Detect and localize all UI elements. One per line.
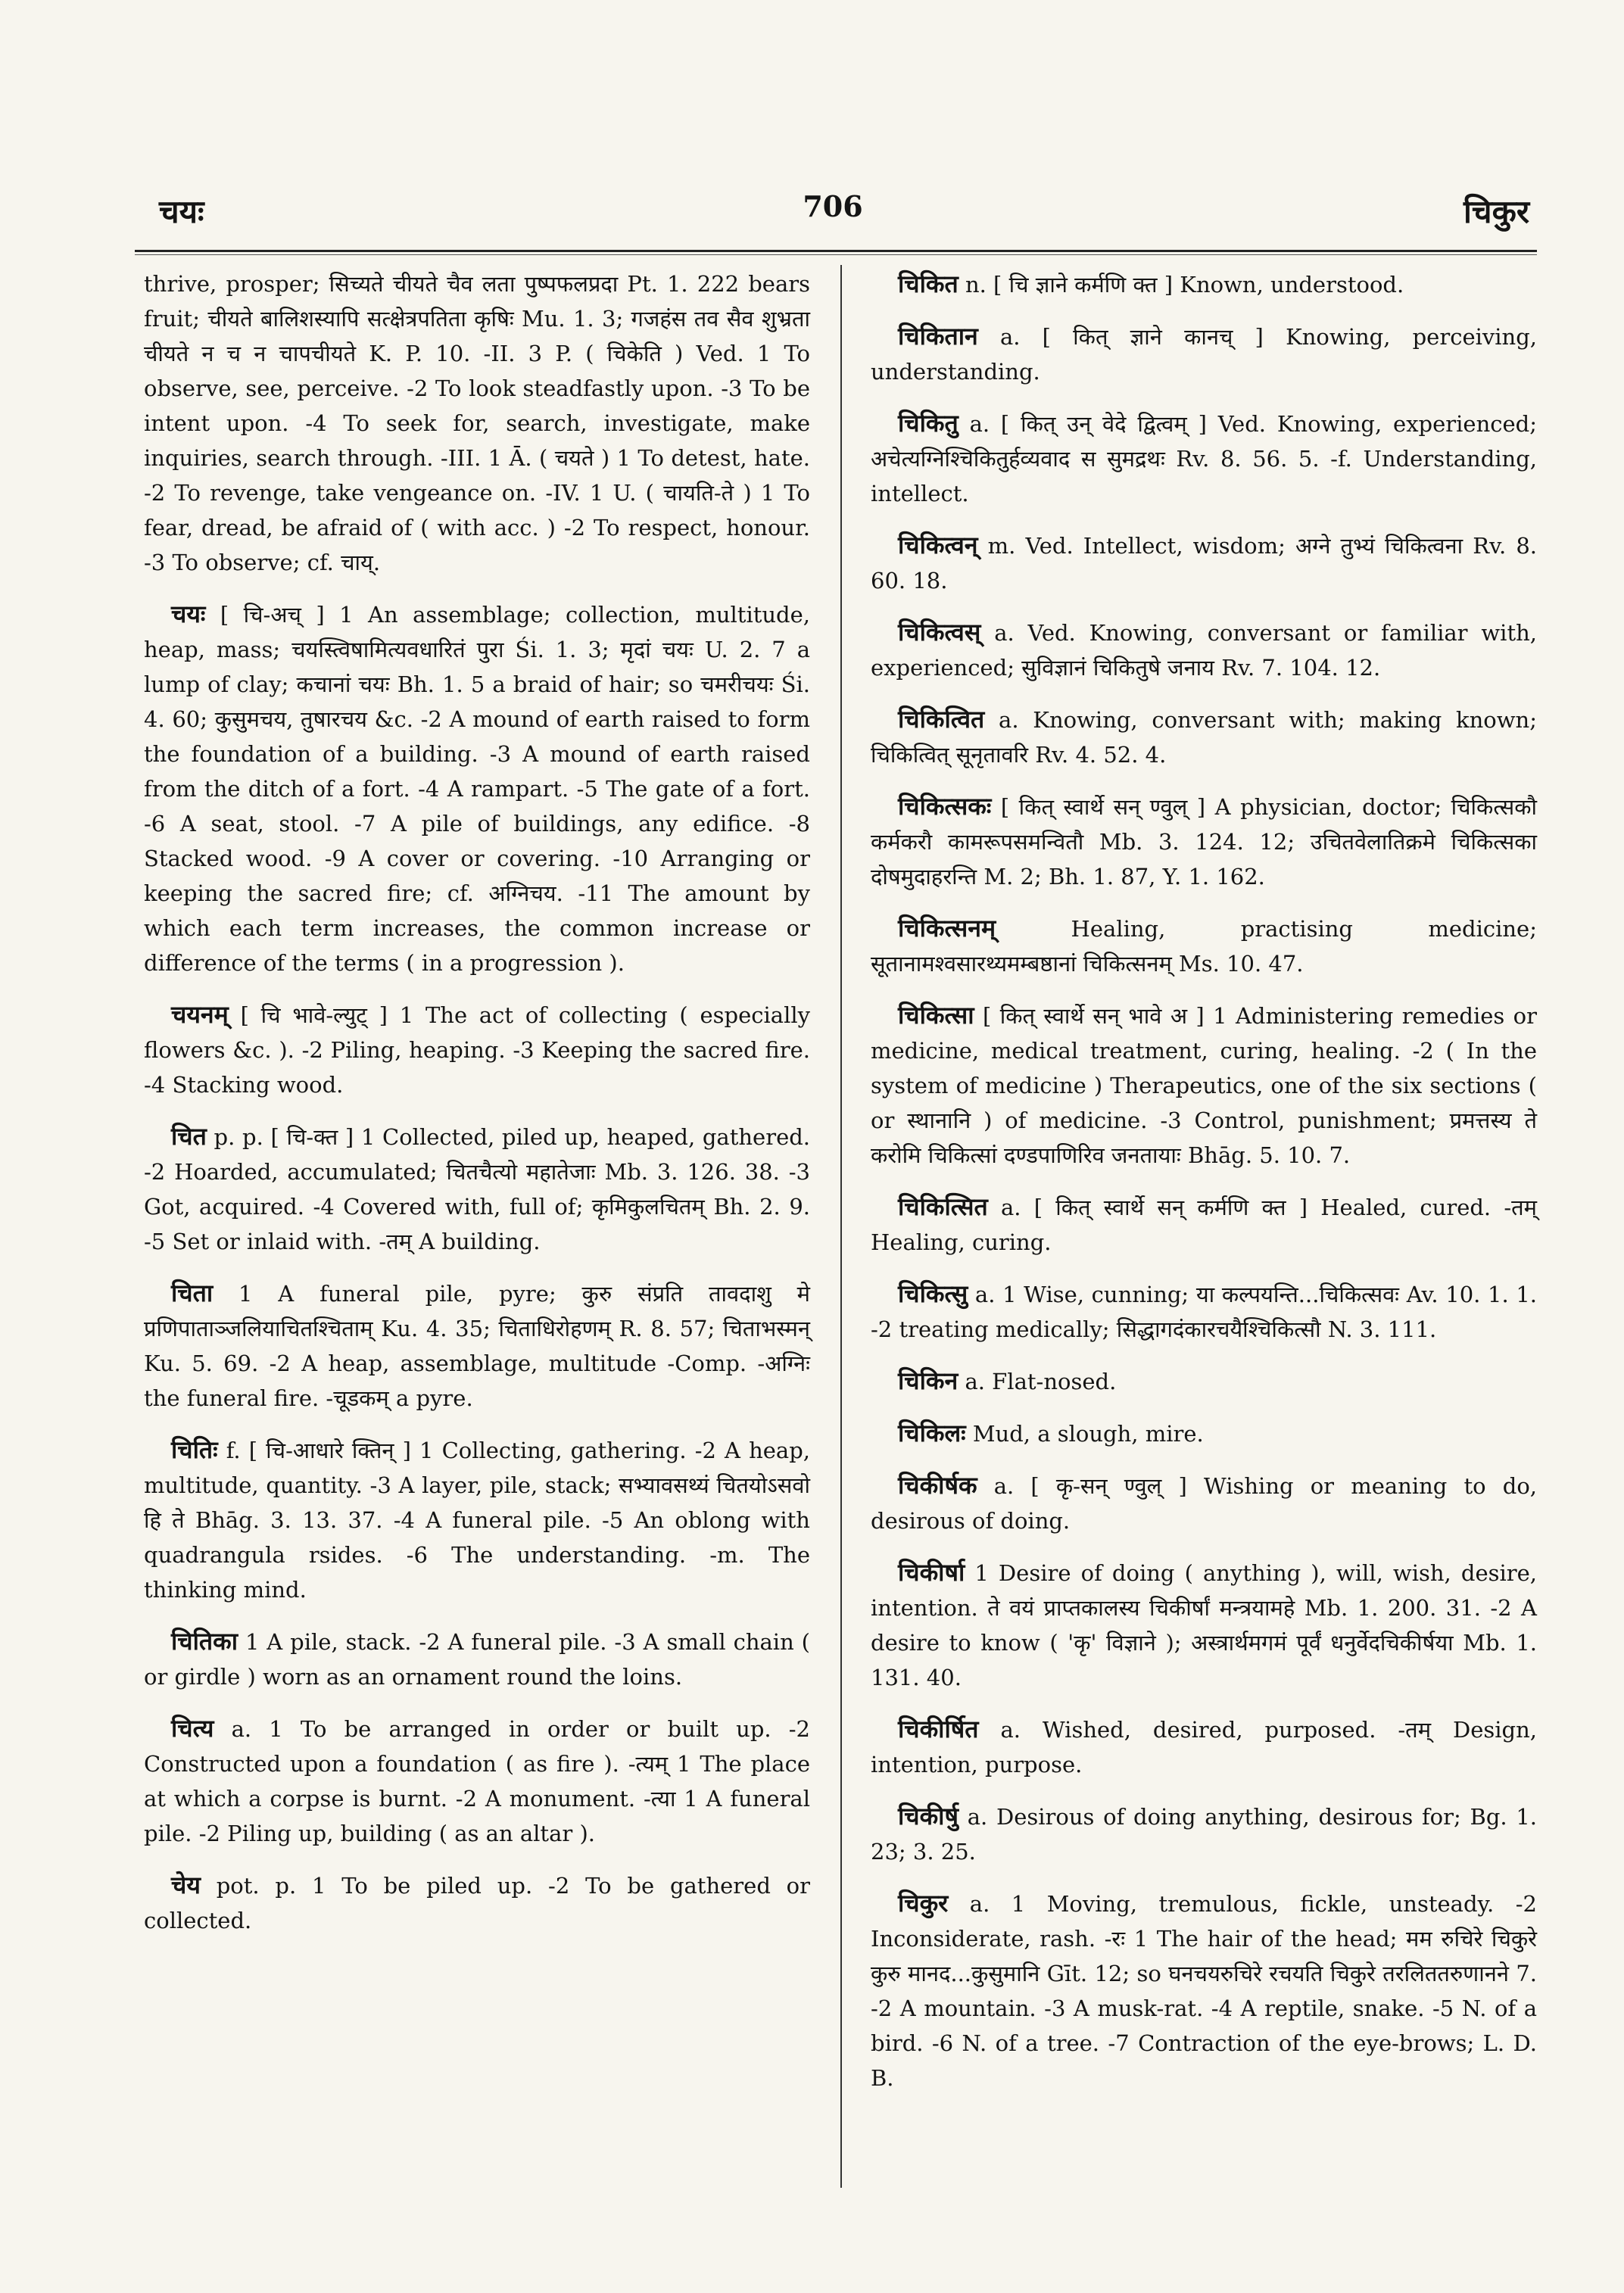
entry-definition: a. 1 To be arranged in order or built up. -2 Constructed upon a foundation ( as fire ). -त्यम् 1 The place at which a corpse is burnt. -2 A monument. -त्या 1 A funeral pile. -2 Piling up, building ( as an altar ). — [144, 1716, 810, 1846]
entry-definition: f. [ चि-आधारे क्तिन् ] 1 Collecting, gathering. -2 A heap, multitude, quantity. -3 A layer, pile, stack; सभ्यावसथ्यं चितयोऽसवो हि ते Bhāg. 3. 13. 37. -4 A funeral pile. -5 An oblong with quadrangula rsides. -6 The understanding. -m. The thinking mind. — [144, 1438, 811, 1603]
dictionary-entry — [144, 1276, 810, 1416]
entry-definition: Healing, practising medicine; सूतानामश्वसारथ्यमम्बष्ठानां चिकित्सनम् Ms. 10. 47. — [871, 916, 1537, 977]
entry-definition: [ चि-अच् ] 1 An assemblage; collection, multitude, heap, mass; चयस्त्विषामित्यवधारितं पुरा Śi. 1. 3; मृदां चयः U. 2. 7 a lump of clay; कचानां चयः Bh. 1. 5 a braid of hair; so चमरीचयः Śi. 4. 60; कुसुमचय, तुषारचय &c. -2 A mound of earth raised to form the foundation of a building. -3 A mound of earth raised from the ditch of a fort. -4 A rampart. -5 The gate of a fort. -6 A seat, stool. -7 A pile of buildings, any edifice. -8 Stacked wood. -9 A cover or covering. -10 Arranging or keeping the sacred fire; cf. अग्निचय. -11 The amount by which each term increases, the common increase or difference of the terms ( in a progression ). — [144, 602, 810, 976]
dictionary-entry — [871, 789, 1537, 894]
entry-headword: चिकुर — [898, 1889, 949, 1918]
dictionary-entry — [144, 1624, 810, 1694]
entry-definition: a. 1 Moving, tremulous, fickle, unsteady. -2 Inconsiderate, rash. -रः 1 The hair of the head; मम रुचिरे चिकुरे कुरु मानद...कुसुमानि Gīt. 12; so घनचयरुचिरे रचयति चिकुरे तरलिततरुणानने 7. -2 A mountain. -3 A musk-rat. -4 A reptile, snake. -5 N. of a bird. -6 N. of a tree. -7 Contraction of the eye-brows; L. D. B. — [871, 1891, 1538, 2091]
right-column — [871, 266, 1537, 2112]
entry-headword: चित्य — [171, 1714, 214, 1743]
entry-headword: चिकित्सकः — [898, 792, 992, 821]
dictionary-entry — [871, 911, 1537, 981]
entry-definition: 1 A pile, stack. -2 A funeral pile. -3 A small chain ( or girdle ) worn as an ornament round the loins. — [144, 1629, 810, 1690]
entry-headword: चयः — [171, 600, 206, 628]
dictionary-entry — [871, 1555, 1537, 1695]
dictionary-entry — [871, 406, 1537, 511]
entry-headword: चितिः — [171, 1435, 218, 1464]
entry-headword: चिकित्वन् — [898, 531, 978, 559]
dictionary-entry — [144, 997, 810, 1102]
entry-definition: a. [ कित् ज्ञाने कानच् ] Knowing, perceiving, understanding. — [871, 324, 1537, 385]
entry-definition: p. p. [ चि-क्त ] 1 Collected, piled up, heaped, gathered. -2 Hoarded, accumulated; चितचैत्यो महातेजाः Mb. 3. 126. 38. -3 Got, acquired. -4 Covered with, full of; कृमिकुलचितम् Bh. 2. 9. -5 Set or inlaid with. -तम् A building. — [144, 1124, 811, 1254]
header-rule — [135, 250, 1537, 255]
entry-definition: 1 Desire of doing ( anything ), will, wish, desire, intention. ते वयं प्राप्तकालस्य चिकीर्षां मन्त्रयामहे Mb. 1. 200. 31. -2 A desire to know ( 'कृ' विज्ञाने ); अस्त्रार्थमगमं पूर्वं धनुर्वेदचिकीर्षया Mb. 1. 131. 40. — [871, 1560, 1538, 1690]
dictionary-entry — [144, 1868, 810, 1938]
entry-headword: चिकीर्षा — [898, 1558, 965, 1587]
dictionary-entry — [871, 266, 1537, 302]
entry-headword: चित — [171, 1122, 207, 1151]
entry-headword: चिता — [171, 1279, 214, 1307]
left-column — [144, 266, 810, 1955]
entry-headword: चिकित्सु — [898, 1279, 968, 1308]
entry-headword: चिकित — [898, 269, 959, 298]
entry-definition: Mud, a slough, mire. — [972, 1421, 1204, 1447]
entry-headword: चिकीर्षित — [898, 1715, 979, 1743]
entry-definition: n. [ चि ज्ञाने कर्मणि क्त ] Known, understood. — [965, 272, 1404, 298]
dictionary-entry — [871, 1276, 1537, 1347]
dictionary-entry — [871, 1712, 1537, 1782]
entry-headword: चिकित्सा — [898, 1001, 974, 1030]
dictionary-entry — [871, 702, 1537, 772]
entry-definition: a. Desirous of doing anything, desirous for; Bg. 1. 23; 3. 25. — [871, 1804, 1537, 1865]
entry-headword: चिकित्वित — [898, 705, 985, 734]
entry-definition: a. Ved. Knowing, conversant or familiar with, experienced; सुविज्ञानं चिकितुषे जनाय Rv. 7. 104. 12. — [871, 620, 1537, 681]
dictionary-entry — [144, 597, 810, 980]
entry-headword: चेय — [171, 1871, 201, 1899]
entry-definition: thrive, prosper; सिच्यते चीयते चैव लता पुष्पफलप्रदा Pt. 1. 222 bears fruit; चीयते बालिशस्यापि सत्क्षेत्रपतिता कृषिः Mu. 1. 3; गजहंस तव सैव शुभ्रता चीयते न च न चापचीयते K. P. 10. -II. 3 P. ( चिकेति ) Ved. 1 To observe, see, perceive. -2 To look steadfastly upon. -3 To be intent upon. -4 To seek for, search, investigate, make inquiries, search through. -III. 1 Ā. ( चयते ) 1 To detest, hate. -2 To revenge, take vengeance on. -IV. 1 U. ( चायति-ते ) 1 To fear, dread, be afraid of ( with acc. ) -2 To respect, honour. -3 To observe; cf. चाय्. — [144, 271, 810, 575]
right-guide-word: चिकुर — [1463, 193, 1529, 230]
entry-definition: [ कित् स्वार्थे सन् ण्वुल् ] A physician, doctor; चिकित्सकौ कर्मकरौ कामरूपसमन्वितौ Mb. 3. 124. 12; उचितवेलातिक्रमे चिकित्सका दोषमुदाहरन्ति M. 2; Bh. 1. 87, Y. 1. 162. — [871, 794, 1537, 889]
entry-headword: चितिका — [171, 1627, 238, 1656]
entry-headword: चिकितान — [898, 322, 978, 350]
entry-headword: चिकित्सनम् — [898, 914, 996, 942]
dictionary-entry — [871, 1189, 1537, 1260]
dictionary-entry — [871, 615, 1537, 685]
entry-definition: [ चि भावे-ल्युट् ] 1 The act of collecting ( especially flowers &c. ). -2 Piling, heaping. -3 Keeping the sacred fire. -4 Stacking wood. — [144, 1002, 811, 1098]
entry-headword: चिकित्वस् — [898, 618, 981, 646]
entry-definition: a. Wished, desired, purposed. -तम् Design, intention, purpose. — [871, 1717, 1537, 1777]
dictionary-entry — [144, 1119, 810, 1259]
dictionary-entry — [871, 1799, 1537, 1869]
dictionary-entry — [144, 1432, 810, 1607]
entry-headword: चिकित्सित — [898, 1192, 988, 1221]
dictionary-entry — [871, 319, 1537, 389]
dictionary-entry — [144, 1711, 810, 1851]
entry-headword: चिकीर्षक — [898, 1471, 977, 1500]
entry-definition: a. [ कित् उन् वेदे द्वित्वम् ] Ved. Knowing, experienced; अचेत्यग्निश्चिकितुर्हव्यवाद स सुमद्रथः Rv. 8. 56. 5. -f. Understanding, intellect. — [871, 411, 1537, 506]
entry-definition: a. Flat-nosed. — [965, 1369, 1117, 1394]
entry-definition: a. [ कृ-सन् ण्वुल् ] Wishing or meaning to do, desirous of doing. — [871, 1473, 1537, 1534]
dictionary-entry — [871, 1886, 1537, 2095]
entry-definition: pot. p. 1 To be piled up. -2 To be gathered or collected. — [144, 1873, 811, 1933]
entry-headword: चयनम् — [171, 1000, 229, 1029]
dictionary-entry — [871, 1468, 1537, 1538]
entry-headword: चिकीर्षु — [898, 1802, 959, 1830]
left-guide-word: चयः — [159, 193, 204, 230]
dictionary-entry — [144, 266, 810, 580]
dictionary-entry — [871, 1416, 1537, 1451]
column-divider — [840, 265, 842, 2188]
entry-definition: [ कित् स्वार्थे सन् भावे अ ] 1 Administering remedies or medicine, medical treatment, curing, healing. -2 ( In the system of medicine ) Therapeutics, one of the six sections ( or स्थानानि ) of medicine. -3 Control, punishment; प्रमत्तस्य ते करोमि चिकित्सां दण्डपाणिरिव जनतायाः Bhāg. 5. 10. 7. — [871, 1003, 1538, 1168]
dictionary-entry — [871, 998, 1537, 1173]
entry-definition: a. 1 Wise, cunning; या कल्पयन्ति...चिकित्सवः Av. 10. 1. 1. -2 treating medically; सिद्धागदंकारचयैश्चिकित्सौ N. 3. 111. — [871, 1282, 1538, 1342]
entry-definition: a. [ कित् स्वार्थे सन् कर्मणि क्त ] Healed, cured. -तम् Healing, curing. — [871, 1195, 1538, 1255]
dictionary-entry — [871, 528, 1537, 598]
page-header — [129, 182, 1537, 242]
entry-headword: चिकितु — [898, 409, 959, 438]
entry-headword: चिकिलः — [898, 1419, 966, 1447]
page-number: 706 — [803, 189, 863, 223]
entry-definition: 1 A funeral pile, pyre; कुरु संप्रति तावदाशु मे प्रणिपाताञ्जलियाचितश्चिताम् Ku. 4. 35; चिताधिरोहणम् R. 8. 57; चिताभस्मन् Ku. 5. 69. -2 A heap, assemblage, multitude -Comp. -अग्निः the funeral fire. -चूडकम् a pyre. — [144, 1281, 811, 1411]
dictionary-entry — [871, 1363, 1537, 1399]
entry-definition: a. Knowing, conversant with; making known; चिकित्वित् सूनृतावरि Rv. 4. 52. 4. — [871, 707, 1537, 768]
entry-headword: चिकिन — [898, 1366, 959, 1395]
entry-definition: m. Ved. Intellect, wisdom; अग्ने तुभ्यं चिकित्वना Rv. 8. 60. 18. — [871, 533, 1538, 594]
